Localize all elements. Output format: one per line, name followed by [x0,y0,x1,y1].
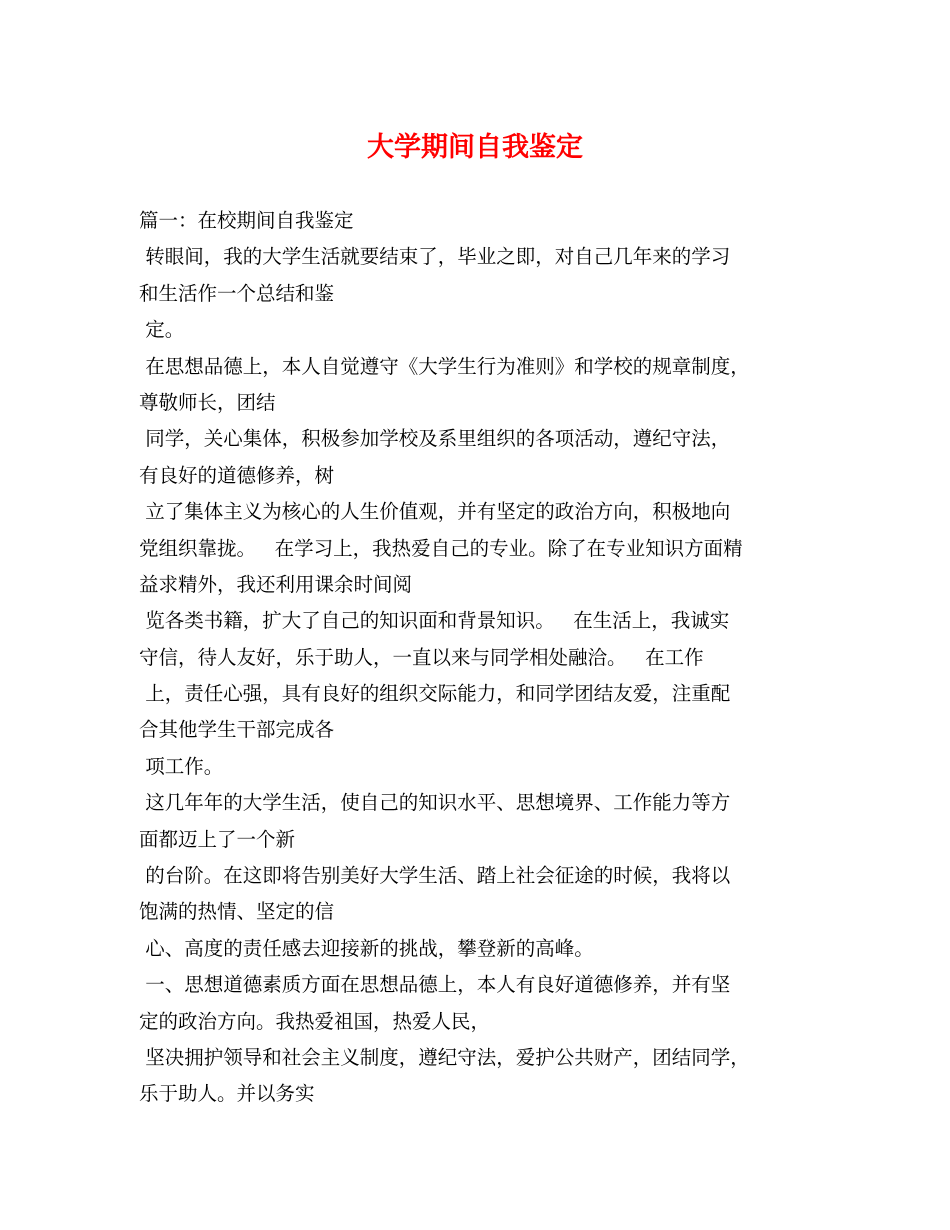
body-line: 面都迈上了一个新 [139,827,296,851]
body-line: 上，责任心强，具有良好的组织交际能力，和同学团结友爱，注重配 [139,682,731,706]
body-line: 心、高度的责任感去迎接新的挑战，攀登新的高峰。 [139,936,594,960]
body-line: 篇一：在校期间自我鉴定 [139,209,354,232]
body-line: 的台阶。在这即将告别美好大学生活、踏上社会征途的时候，我将以 [139,864,731,888]
body-line: 这几年年的大学生活，使自己的知识水平、思想境界、工作能力等方 [139,791,731,815]
body-line: 项工作。 [139,754,224,778]
body-line: 饱满的热情、坚定的信 [139,900,335,924]
document-title: 大学期间自我鉴定 [367,132,583,163]
body-line: 尊敬师长，团结 [139,390,276,414]
body-line: 坚决拥护领导和社会主义制度，遵纪守法，爱护公共财产，团结同学， [139,1045,750,1069]
body-line: 立了集体主义为核心的人生价值观，并有坚定的政治方向，积极地向 [139,500,731,524]
body-line: 定的政治方向。我热爱祖国，热爱人民， [139,1009,491,1033]
body-line: 乐于助人。并以务实 [139,1082,315,1106]
body-line: 定。 [139,318,185,342]
body-line: 在思想品德上，本人自觉遵守《大学生行为准则》和学校的规章制度， [139,354,750,378]
body-line: 同学，关心集体，积极参加学校及系里组织的各项活动，遵纪守法， [139,427,731,451]
body-line: 合其他学生干部完成各 [139,718,335,742]
body-line: 有良好的道德修养，树 [139,463,335,487]
body-line: 守信，待人友好，乐于助人，一直以来与同学相处融洽。 在工作 [139,645,704,669]
body-line: 一、思想道德素质方面在思想品德上，本人有良好道德修养，并有坚 [139,973,731,997]
body-line: 和生活作一个总结和鉴 [139,281,335,305]
body-line: 转眼间，我的大学生活就要结束了，毕业之即，对自己几年来的学习 [139,245,731,269]
document-body [139,203,839,1113]
body-line: 览各类书籍，扩大了自己的知识面和背景知识。 在生活上，我诚实 [139,609,730,633]
body-line: 益求精外，我还利用课余时间阅 [139,572,413,596]
body-line: 党组织靠拢。 在学习上，我热爱自己的专业。除了在专业知识方面精 [139,536,743,560]
